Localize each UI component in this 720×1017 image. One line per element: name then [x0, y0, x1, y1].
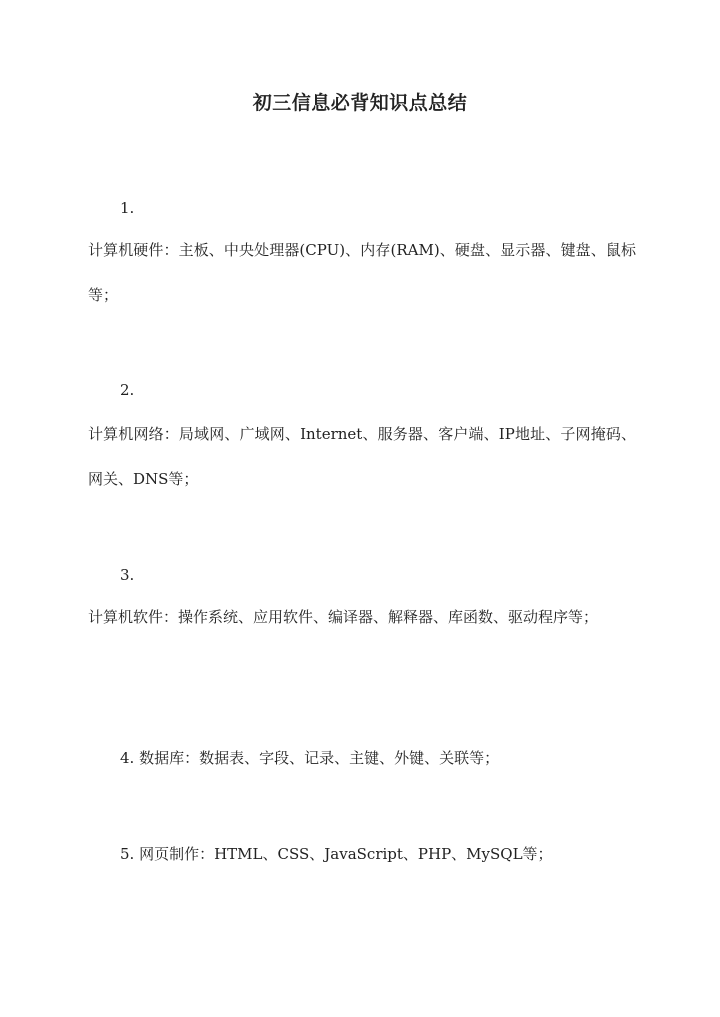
item-1-text: 计算机硬件：主板、中央处理器(CPU)、内存(RAM)、硬盘、显示器、键盘、鼠标等； — [88, 241, 636, 304]
item-4 — [120, 748, 499, 768]
item-3-text: 计算机软件：操作系统、应用软件、编译器、解释器、库函数、驱动程序等； — [88, 608, 599, 626]
item-2-text: 计算机网络：局域网、广域网、Internet、服务器、客户端、IP地址、子网掩码、网关、DNS等； — [88, 425, 636, 488]
item-3-number: 3. — [120, 566, 135, 584]
item-1-number: 1. — [120, 199, 135, 217]
item-5-number: 5. — [120, 845, 135, 863]
item-5-text: 网页制作：HTML、CSS、JavaScript、PHP、MySQL等； — [139, 845, 553, 863]
document-title: 初三信息必背知识点总结 — [252, 92, 468, 114]
item-4-number: 4. — [120, 749, 135, 767]
item-4-text: 数据库：数据表、字段、记录、主键、外键、关联等； — [139, 749, 500, 767]
item-5 — [120, 844, 553, 864]
item-2-number: 2. — [120, 381, 135, 399]
